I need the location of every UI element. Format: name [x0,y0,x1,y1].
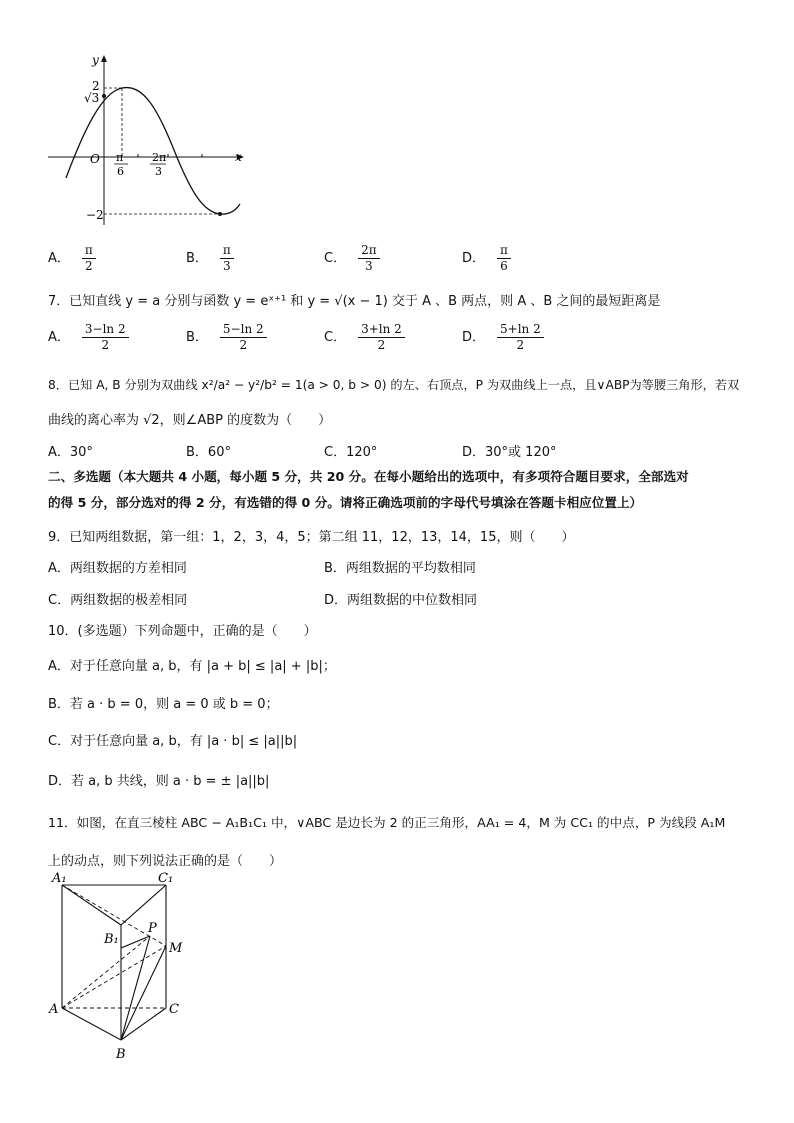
prism-figure [44,870,194,1065]
label-M: M [169,941,183,956]
y-tick-neg2: −2 [86,208,104,222]
sine-graph [44,50,254,230]
q8-option-b[interactable]: B．60° [186,445,231,460]
q8-option-d[interactable]: D．30°或 120° [462,445,557,460]
label-C1: C₁ [158,871,174,886]
section-2-header-line-1: 二、多选题（本大题共 4 小题，每小题 5 分，共 20 分。在每小题给出的选项中，有多项符合题目要求，全部选对 [48,469,689,484]
q6-option-d[interactable]: D． $\frac{\pi}{6}$ [462,243,511,274]
q9-option-d[interactable]: D．两组数据的中位数相同 [324,593,478,608]
y-axis-arrow [101,55,107,62]
q10-option-a[interactable]: A．对于任意向量 a, b，有 |a + b| ≤ |a| + |b|； [48,659,336,674]
q8-option-a[interactable]: A．30° [48,445,93,460]
q6-option-c[interactable]: C． $\frac{2\pi}{3}$ [324,243,380,274]
label-A1: A₁ [52,871,67,886]
section-2-header-line-2: 的得 5 分，部分选对的得 2 分，有选错的得 0 分。请将正确选项前的字母代号填涂在答题卡相应位置上） [48,495,643,510]
q7-option-c[interactable]: C． $\frac{3+\ln 2}{2}$ [324,322,405,353]
q9-stem: 9．已知两组数据，第一组：1，2，3，4，5；第二组 11，12，13，14，15，则（ ） [48,530,575,545]
q9-option-c[interactable]: C．两组数据的极差相同 [48,593,188,608]
q10-option-c[interactable]: C．对于任意向量 a, b，有 |a · b| ≤ |a||b| [48,734,298,749]
q10-stem: 10．(多选题）下列命题中，正确的是（ ） [48,624,317,639]
origin-label: O [90,152,100,166]
q8-stem-line-1: 8．已知 A, B 分别为双曲线 x²/a² − y²/b² = 1(a > 0, b > 0) 的左、右顶点，P 为双曲线上一点，且∨ABP为等腰三角形，若双 [48,378,740,392]
y-tick-2: 2 [92,79,100,93]
y-axis-label: y [92,53,99,67]
q9-option-b[interactable]: B．两组数据的平均数相同 [324,561,476,576]
q7-option-a[interactable]: A． $\frac{3-\ln 2}{2}$ [48,322,129,353]
label-B1: B₁ [104,932,119,947]
q8-stem-line-2: 曲线的离心率为 √2，则∠ABP 的度数为（ ） [48,413,332,428]
q6-option-a[interactable]: A． $\frac{\pi}{2}$ [48,243,96,274]
q6-option-b[interactable]: B． $\frac{\pi}{3}$ [186,243,234,274]
q9-option-a[interactable]: A．两组数据的方差相同 [48,561,187,576]
label-B: B [116,1047,126,1062]
q8-option-c[interactable]: C．120° [324,445,378,460]
q11-stem-line-1: 11．如图，在直三棱柱 ABC − A₁B₁C₁ 中，∨ABC 是边长为 2 的正三角形，AA₁ = 4，M 为 CC₁ 的中点，P 为线段 A₁M [48,815,726,830]
q7-option-d[interactable]: D． $\frac{5+\ln 2}{2}$ [462,322,544,353]
q7-option-b[interactable]: B． $\frac{5-\ln 2}{2}$ [186,322,267,353]
x-tick-2-den: 3 [155,165,162,178]
y-tick-sqrt3: √3 [84,91,100,105]
label-A: A [49,1002,59,1017]
q11-stem-line-2: 上的动点，则下列说法正确的是（ ） [48,854,283,869]
q10-option-d[interactable]: D．若 a, b 共线，则 a · b = ± |a||b| [48,774,270,789]
q10-option-b[interactable]: B．若 a · b = 0，则 a = 0 或 b = 0； [48,697,279,712]
label-C: C [169,1002,179,1017]
x-axis-label: x [235,150,242,164]
q7-stem: 7．已知直线 y = a 分别与函数 y = eˣ⁺¹ 和 y = √(x − 1) 交于 A 、B 两点，则 A 、B 之间的最短距离是 [48,294,661,309]
x-tick-1-den: 6 [117,165,124,178]
x-tick-1-num: π [116,151,124,164]
x-tick-2-num: 2π [152,151,167,164]
label-P: P [148,921,157,936]
